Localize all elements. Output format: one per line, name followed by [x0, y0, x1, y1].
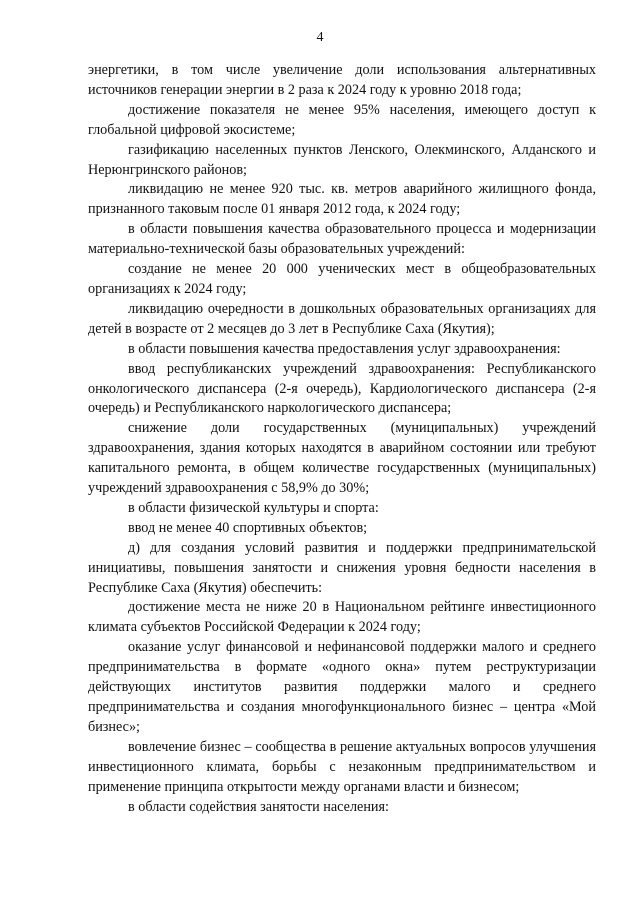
paragraph-healthcare-buildings: снижение доли государственных (муниципальных) учреждений здравоохранения, здания которых находятся в аварийном состоянии или требуют капитального ремонта, в общем количестве государственных (муниципальных) учреждений здравоохранения с 58,9% до 30%; [88, 420, 596, 497]
paragraph-entrepreneurship-item: д) для создания условий развития и поддержки предпринимательской инициативы, повышения занятости и снижения уровня бедности населения в Республике Саха (Якутия) обеспечить: [88, 539, 596, 596]
paragraph-investment-rating: достижение места не ниже 20 в Национальном рейтинге инвестиционного климата субъектов Российской Федерации к 2024 году; [88, 599, 596, 636]
page-number: 4 [316, 30, 324, 45]
paragraph-emergency-housing: ликвидацию не менее 920 тыс. кв. метров аварийного жилищного фонда, признанного таковым после 01 января 2012 года, к 2024 году; [88, 181, 596, 218]
paragraph-sports-heading: в области физической культуры и спорта: [128, 499, 379, 516]
paragraph-continuation: энергетики, в том числе увеличение доли использования альтернативных источников генерации энергии в 2 раза к 2024 году к уровню 2018 года; [88, 62, 596, 98]
paragraph-healthcare-facilities: ввод республиканских учреждений здравоохранения: Республиканского онкологического диспансера (2-я очередь), Кардиологического диспансера (2-я очередь) и Республиканского наркологического диспансера; [88, 360, 596, 417]
paragraph-digital-access: достижение показателя не менее 95% населения, имеющего доступ к глобальной цифровой экосистеме; [88, 101, 596, 138]
document-body [88, 61, 596, 817]
paragraph-business-community: вовлечение бизнес – сообщества в решение актуальных вопросов улучшения инвестиционного климата, борьбы с незаконным предпринимательством и применение принципа открытости между органами власти и бизнесом; [88, 738, 596, 795]
paragraph-preschool-queue: ликвидацию очередности в дошкольных образовательных организациях для детей в возрасте от 2 месяцев до 3 лет в Республике Саха (Якутия); [88, 300, 596, 337]
paragraph-education-heading: в области повышения качества образовательного процесса и модернизации материально-технической базы образовательных учреждений: [88, 221, 596, 258]
paragraph-gasification: газификацию населенных пунктов Ленского, Олекминского, Алданского и Нерюнгринского районов; [88, 141, 596, 178]
paragraph-student-places: создание не менее 20 000 ученических мест в общеобразовательных организациях к 2024 году; [88, 261, 596, 297]
paragraph-healthcare-heading: в области повышения качества предоставления услуг здравоохранения: [128, 340, 561, 357]
paragraph-one-window: оказание услуг финансовой и нефинансовой поддержки малого и среднего предпринимательства в формате «одного окна» путем реструктуризации действующих институтов развития поддержки малого и среднего предпринимательства и создания многофункционального бизнес – центра «Мой бизнес»; [88, 639, 596, 735]
paragraph-sports-facilities: ввод не менее 40 спортивных объектов; [128, 519, 368, 536]
paragraph-employment-heading: в области содействия занятости населения: [128, 798, 389, 815]
